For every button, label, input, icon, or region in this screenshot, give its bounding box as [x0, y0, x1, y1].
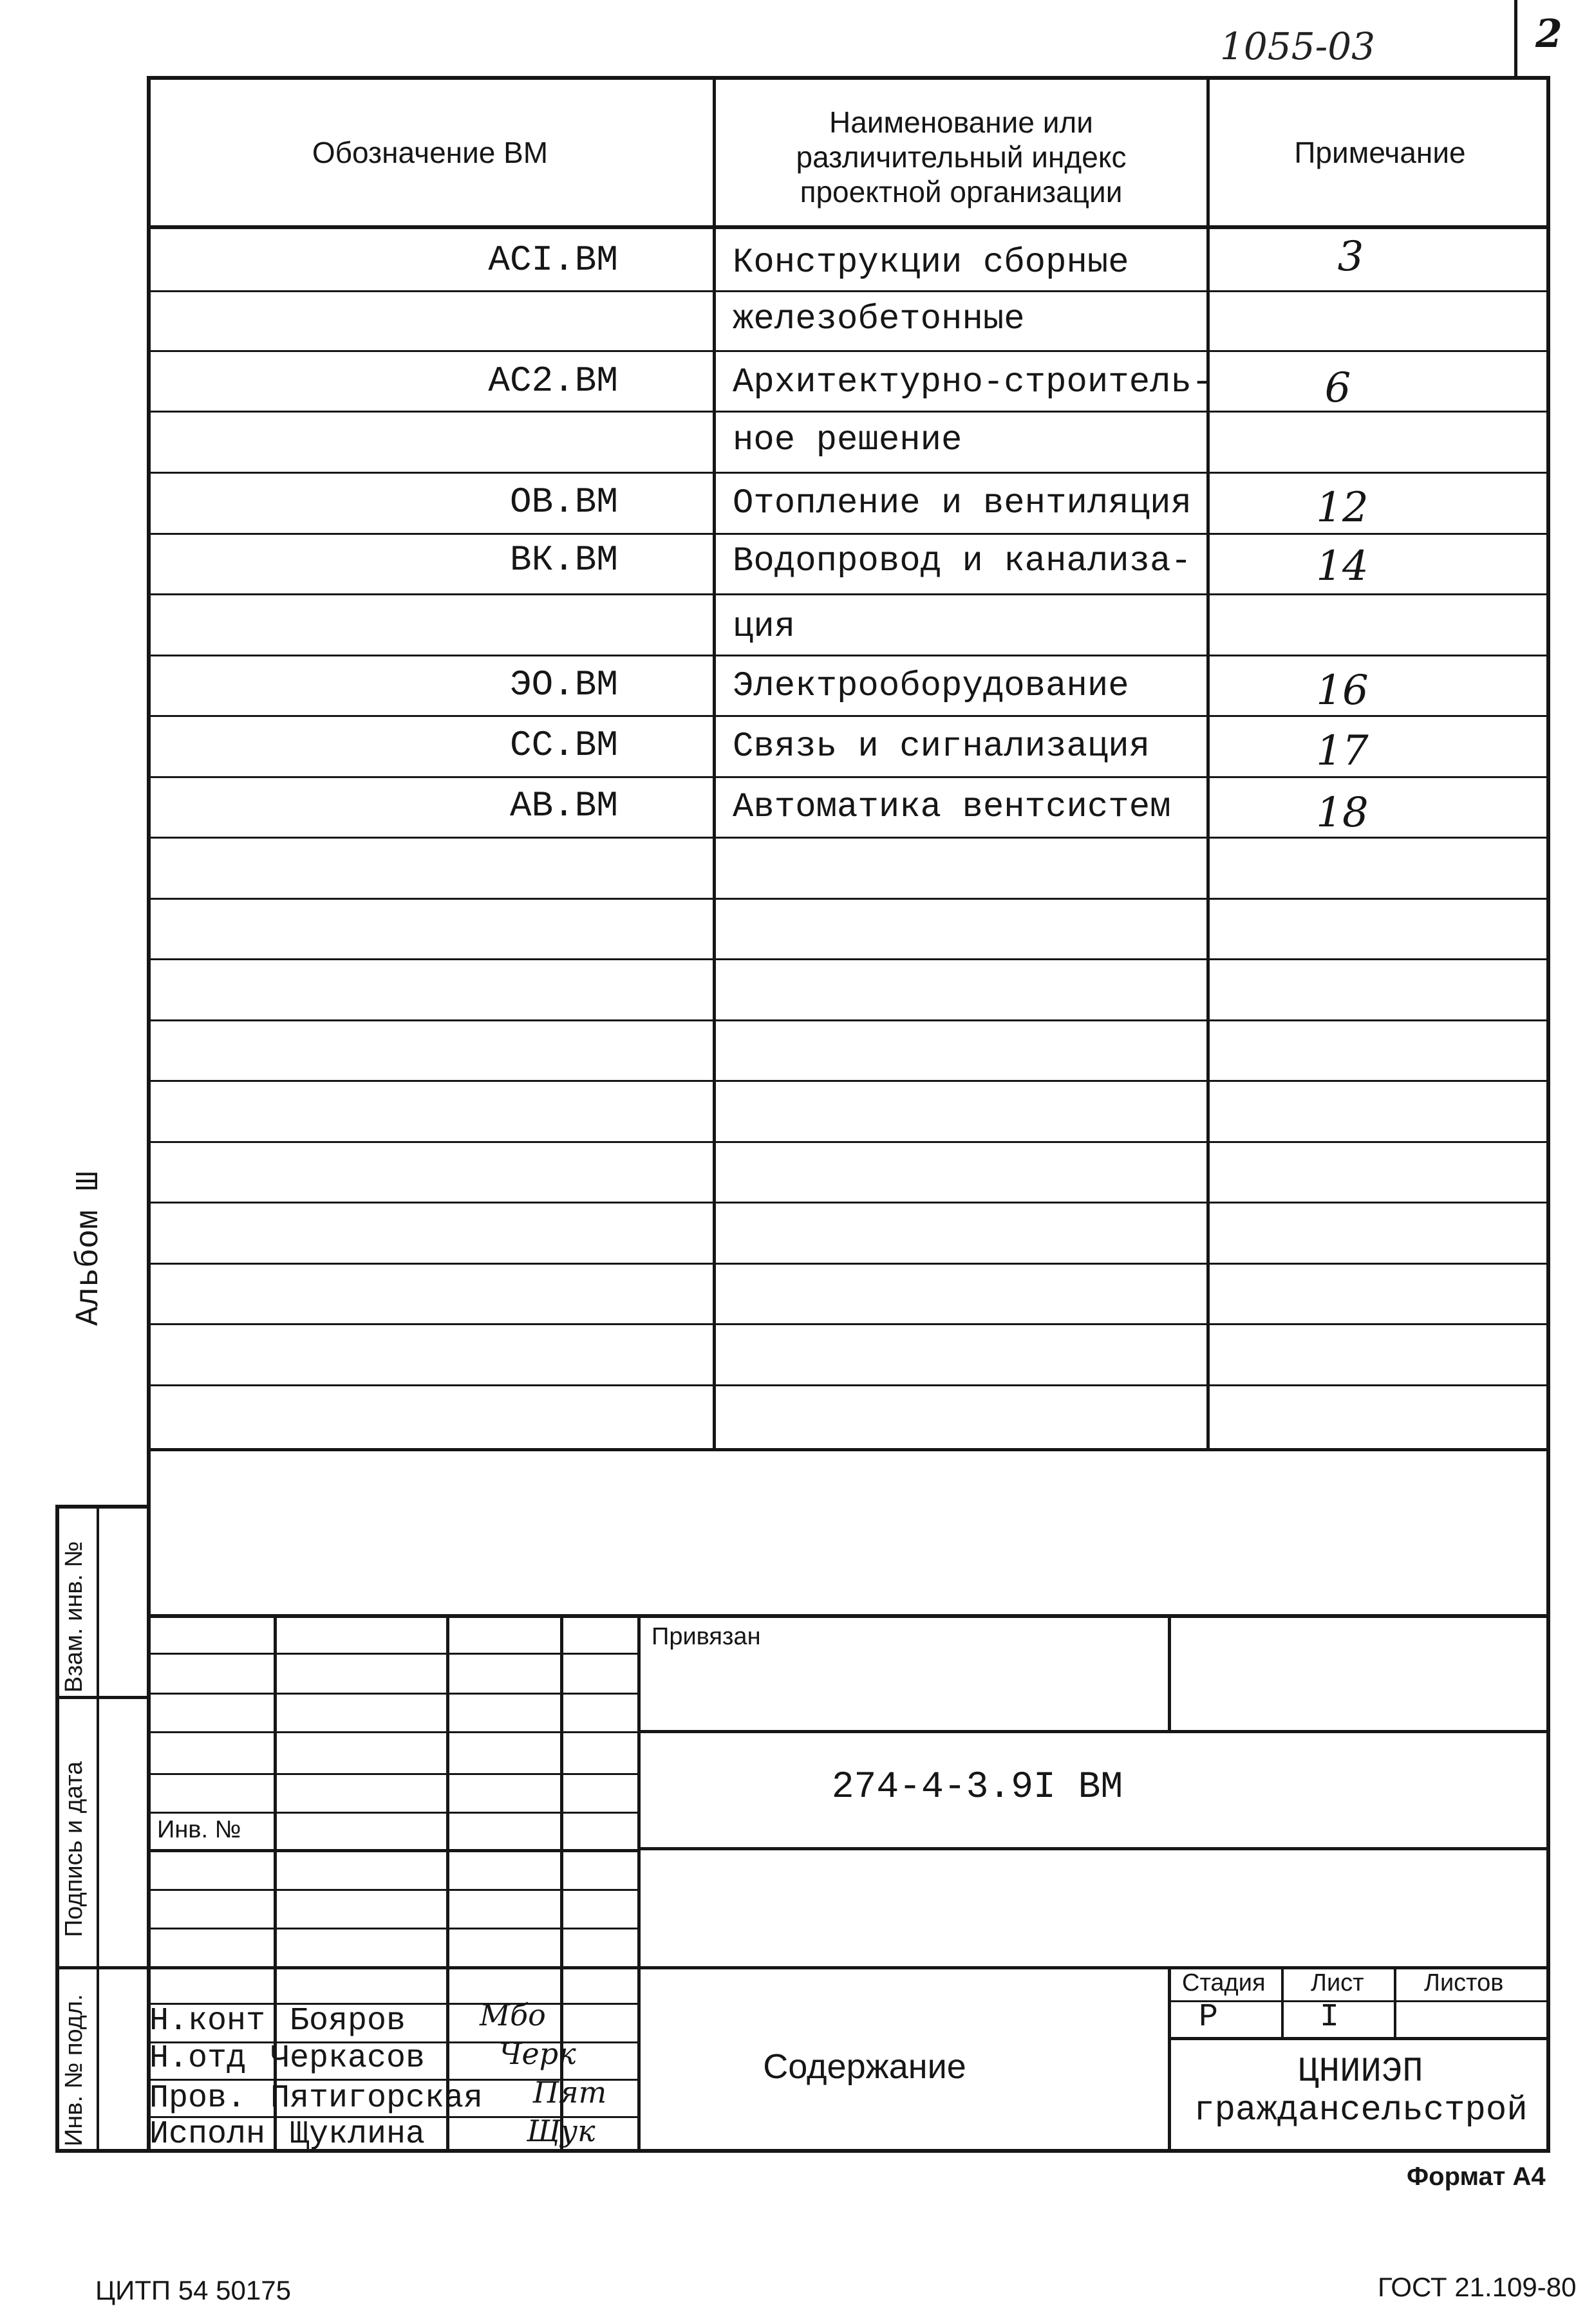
- stamp-grid-hline: [147, 1731, 639, 1733]
- row-code: ЭО.ВМ: [509, 664, 618, 705]
- stage-grid-hline: [1168, 2037, 1550, 2040]
- footer-left-code: ЦИТП 54 50175: [95, 2275, 291, 2305]
- name-shchuklina: Щуклина: [290, 2116, 426, 2153]
- document-designation: 274-4-3.9I ВМ: [831, 1767, 1123, 1808]
- organization-line-2: граждансельстрой: [1194, 2091, 1528, 2130]
- row-note: 12: [1316, 484, 1369, 532]
- table-bottom-line: [147, 1448, 1550, 1451]
- row-note: 16: [1316, 667, 1369, 714]
- row-code: СС.ВМ: [509, 725, 618, 766]
- row-line: [147, 593, 1550, 595]
- privyazan-label: Привязан: [652, 1623, 761, 1650]
- side-strip-divider: [55, 1696, 147, 1699]
- row-code: АС2.ВМ: [488, 360, 618, 402]
- column-divider-1: [713, 76, 716, 1450]
- name-cherkasov: Черкасов: [270, 2040, 426, 2077]
- row-line: [147, 715, 1550, 717]
- row-line: [147, 776, 1550, 778]
- row-name: Электрооборудование: [733, 667, 1129, 706]
- row-name: Конструкции сборные: [733, 243, 1129, 283]
- stamp-right-hline: [639, 1966, 1550, 1969]
- stamp-grid-hline: [147, 1812, 639, 1814]
- album-label: Альбом Ш: [71, 1171, 108, 1326]
- row-name: железобетонные: [733, 300, 1025, 339]
- row-name: Связь и сигнализация: [733, 727, 1150, 767]
- row-code: АСI.ВМ: [488, 239, 618, 281]
- footer-right-standard: ГОСТ 21.109-80: [1378, 2272, 1577, 2302]
- listov-label: Листов: [1424, 1969, 1504, 1996]
- inv-no-label: Инв. №: [157, 1816, 241, 1843]
- side-strip-divider: [55, 1966, 147, 1969]
- row-line: [147, 1019, 1550, 1021]
- vzam-inv-label: Взам. инв. №: [61, 1541, 88, 1693]
- signature-1: Мбо: [480, 1998, 546, 2032]
- stamp-right-hline: [639, 1730, 1550, 1733]
- privyazan-divider: [1168, 1614, 1171, 1730]
- name-boyarov: Бояров: [290, 2003, 406, 2040]
- stamp-right-hline: [639, 1847, 1550, 1850]
- row-line: [147, 1141, 1550, 1143]
- role-n-otd: Н.отд: [149, 2040, 247, 2077]
- row-line: [147, 1323, 1550, 1325]
- row-note: 6: [1324, 364, 1351, 412]
- row-line: [147, 1263, 1550, 1265]
- signature-2: Черк: [499, 2036, 576, 2071]
- row-line: [147, 898, 1550, 900]
- row-line: [147, 1384, 1550, 1386]
- side-strip-inner-line: [97, 1505, 99, 2153]
- format-label: Формат А4: [1407, 2162, 1546, 2191]
- row-name: Автоматика вентсистем: [733, 788, 1171, 827]
- row-note: 14: [1316, 543, 1369, 590]
- row-line: [147, 1202, 1550, 1204]
- sheet-title: Содержание: [763, 2047, 966, 2086]
- stamp-grid-vline: [560, 1614, 563, 2153]
- stamp-grid-hline: [147, 1928, 639, 1929]
- row-name: ное решение: [733, 421, 962, 460]
- row-name: Водопровод и канализа-: [733, 542, 1192, 581]
- document-code: 1055-03: [1220, 24, 1376, 68]
- header-name-line-3: проектной организации: [800, 175, 1123, 209]
- row-note: 18: [1316, 789, 1369, 837]
- header-designation: Обозначение ВМ: [312, 136, 549, 169]
- stadiya-value: Р: [1199, 1999, 1219, 2036]
- organization-name: [1171, 2053, 1550, 2130]
- stage-grid-hline: [1168, 2000, 1550, 2002]
- role-ispoln: Исполн: [149, 2116, 266, 2153]
- row-name: Архитектурно-строитель-: [733, 363, 1213, 402]
- stadiya-label: Стадия: [1182, 1969, 1266, 1996]
- stamp-grid-hline: [147, 1653, 639, 1655]
- stamp-top-line: [147, 1614, 1550, 1618]
- column-divider-2: [1206, 76, 1210, 1450]
- podpis-data-label: Подпись и дата: [61, 1761, 88, 1937]
- sheet-number-corner: 2: [1535, 12, 1562, 57]
- header-bottom-line: [147, 225, 1550, 229]
- stamp-grid-hline: [147, 1849, 639, 1852]
- stamp-grid-hline: [147, 1693, 639, 1695]
- row-note: 3: [1337, 233, 1364, 281]
- row-code: АВ.ВМ: [509, 785, 618, 826]
- row-line: [147, 655, 1550, 656]
- role-n-kont: Н.конт: [149, 2003, 266, 2040]
- row-line: [147, 837, 1550, 839]
- list-label: Лист: [1311, 1969, 1364, 1996]
- row-line: [147, 958, 1550, 960]
- corner-box-left-border: [1514, 0, 1517, 76]
- header-note: Примечание: [1294, 136, 1466, 169]
- row-code: ВК.ВМ: [509, 539, 618, 581]
- stamp-grid-hline: [147, 1966, 639, 1969]
- list-value: I: [1320, 1999, 1340, 2036]
- inv-podl-label: Инв. № подл.: [61, 1994, 88, 2146]
- stage-grid-vline: [1281, 1966, 1284, 2038]
- signature-4: Щук: [527, 2114, 596, 2148]
- role-prov: Пров.: [149, 2080, 247, 2117]
- row-code: ОВ.ВМ: [509, 481, 618, 523]
- stamp-grid-hline: [147, 1773, 639, 1775]
- row-line: [147, 290, 1550, 292]
- row-note: 17: [1316, 727, 1369, 775]
- row-name: Отопление и вентиляция: [733, 484, 1192, 523]
- stamp-grid-hline: [147, 1889, 639, 1891]
- signature-3: Пят: [533, 2075, 607, 2110]
- row-line: [147, 1080, 1550, 1082]
- header-name: [716, 105, 1206, 209]
- row-name: ция: [733, 608, 796, 647]
- header-name-line-1: Наименование или: [829, 106, 1093, 139]
- name-pyatigorskaya: Пятигорская: [270, 2080, 483, 2117]
- header-name-line-2: различительный индекс: [796, 140, 1127, 174]
- organization-line-1: ЦНИИЭП: [1298, 2052, 1423, 2092]
- row-line: [147, 350, 1550, 352]
- row-line: [147, 533, 1550, 535]
- stamp-grid-vline: [446, 1614, 449, 2153]
- row-line: [147, 472, 1550, 474]
- stage-grid-vline: [1394, 1966, 1396, 2038]
